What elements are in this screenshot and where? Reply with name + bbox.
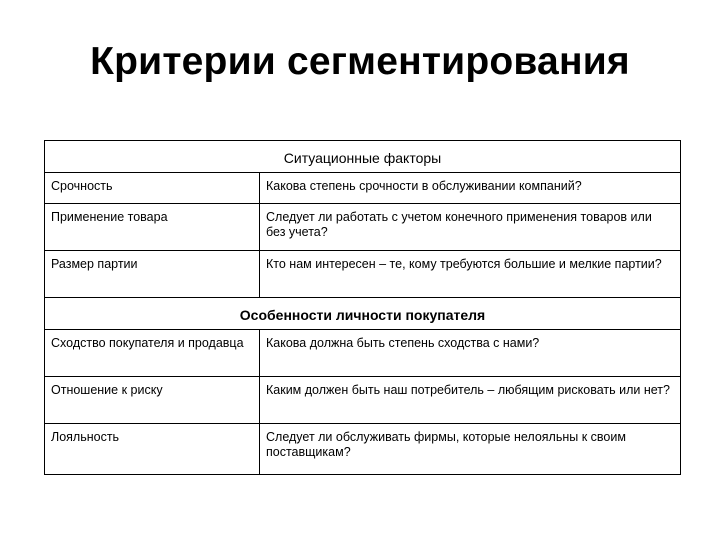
criterion-cell: Сходство покупателя и продавца [45, 330, 260, 377]
table-row [45, 330, 681, 377]
question-cell: Каким должен быть наш потребитель – любящим рисковать или нет? [260, 377, 681, 424]
question-cell: Следует ли обслуживать фирмы, которые нелояльны к своим поставщикам? [260, 424, 681, 475]
table-row [45, 251, 681, 298]
question-cell: Следует ли работать с учетом конечного применения товаров или без учета? [260, 204, 681, 251]
table-row [45, 173, 681, 204]
section-header-row [45, 298, 681, 330]
slide-title: Критерии сегментирования [90, 40, 630, 83]
section-heading-buyer-personality: Особенности личности покупателя [45, 298, 681, 330]
table-row [45, 424, 681, 475]
criterion-cell: Размер партии [45, 251, 260, 298]
table-row [45, 204, 681, 251]
criterion-cell: Применение товара [45, 204, 260, 251]
section-header-row [45, 141, 681, 173]
question-cell: Какова должна быть степень сходства с нами? [260, 330, 681, 377]
section-heading-situational: Ситуационные факторы [45, 141, 681, 173]
criterion-cell: Срочность [45, 173, 260, 204]
criterion-cell: Лояльность [45, 424, 260, 475]
table-row [45, 377, 681, 424]
criterion-cell: Отношение к риску [45, 377, 260, 424]
question-cell: Кто нам интересен – те, кому требуются большие и мелкие партии? [260, 251, 681, 298]
segmentation-criteria-table [44, 140, 681, 475]
question-cell: Какова степень срочности в обслуживании компаний? [260, 173, 681, 204]
